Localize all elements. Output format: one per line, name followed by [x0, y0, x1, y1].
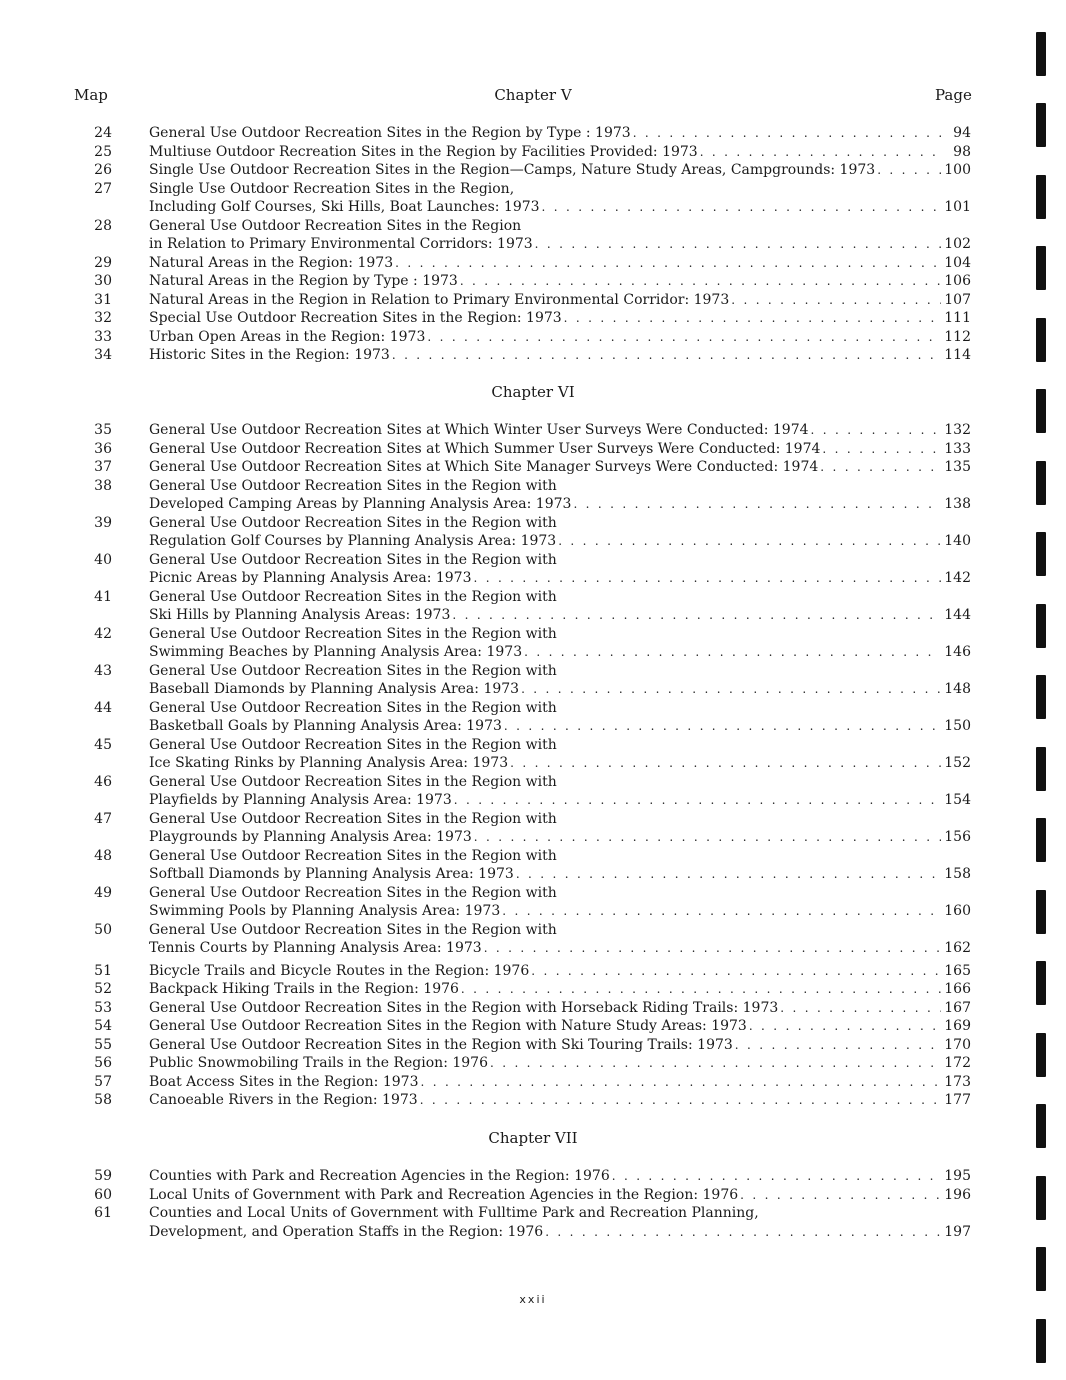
entry-title: Swimming Pools by Planning Analysis Area: 1973: [149, 903, 501, 919]
dot-leader: [488, 1054, 941, 1073]
scan-mark: [1036, 890, 1046, 934]
entry-title: General Use Outdoor Recreation Sites in the Region with: [149, 847, 557, 864]
toc-entry: [0, 1017, 1066, 1036]
dot-leader: [556, 532, 941, 551]
entry-line: [149, 962, 971, 981]
page-number-cell: 142: [944, 570, 971, 586]
entry-title: Playfields by Planning Analysis Area: 1973: [149, 792, 452, 808]
entry-line: [149, 791, 971, 810]
map-number: 39: [94, 514, 112, 531]
toc-entry: [0, 884, 1066, 921]
map-number: 40: [94, 551, 112, 568]
entry-title: Special Use Outdoor Recreation Sites in the Region: 1973: [149, 310, 562, 326]
chapter-vii-heading: Chapter VII: [488, 1129, 578, 1147]
scan-mark: [1036, 246, 1046, 290]
dot-leader: [733, 1036, 941, 1055]
entry-title: Basketball Goals by Planning Analysis Area: 1973: [149, 718, 502, 734]
toc-entry: [0, 346, 1066, 365]
entry-title: General Use Outdoor Recreation Sites at Which Site Manager Surveys Were Conducted: 1974: [149, 459, 819, 475]
toc-entry: [0, 272, 1066, 291]
entry-title: General Use Outdoor Recreation Sites in the Region with: [149, 625, 557, 642]
entry-line: [149, 921, 971, 940]
map-number: 61: [94, 1205, 112, 1221]
toc-entry: [0, 1036, 1066, 1055]
scan-mark: [1036, 675, 1046, 719]
dot-leader: [482, 939, 941, 958]
entry-title: Regulation Golf Courses by Planning Analysis Area: 1973: [149, 533, 557, 549]
entry-title: Playgrounds by Planning Analysis Area: 1973: [149, 829, 472, 845]
page-column-label: Page: [935, 86, 972, 104]
entry-title: General Use Outdoor Recreation Sites in the Region with: [149, 810, 557, 827]
map-number: 57: [94, 1073, 112, 1090]
dot-leader: [502, 717, 941, 736]
toc-entry: [0, 736, 1066, 773]
dot-leader: [459, 980, 941, 999]
entry-line: [149, 309, 971, 328]
entry-title: General Use Outdoor Recreation Sites in the Region with: [149, 514, 557, 531]
entry-line: [149, 643, 971, 662]
entry-line: [149, 1017, 971, 1036]
map-number: 36: [94, 440, 112, 457]
page-number-cell: 154: [944, 792, 971, 808]
dot-leader: [522, 643, 941, 662]
page-number-cell: 111: [944, 310, 971, 326]
toc-entry: [0, 999, 1066, 1018]
entry-line: [149, 717, 971, 736]
dot-leader: [425, 328, 941, 347]
entry-line: [149, 736, 971, 755]
map-number: 60: [94, 1186, 112, 1203]
dot-leader: [571, 495, 941, 514]
map-number: 49: [94, 884, 112, 901]
dot-leader: [820, 440, 941, 459]
entry-line: [149, 495, 971, 514]
page-number-cell: 173: [944, 1073, 971, 1090]
entry-line: [149, 810, 971, 829]
entry-title: Single Use Outdoor Recreation Sites in the Region—Camps, Nature Study Areas, Campgrounds: 1973: [149, 162, 876, 178]
dot-leader: [738, 1186, 941, 1205]
entry-title: General Use Outdoor Recreation Sites in the Region with Ski Touring Trails: 1973: [149, 1036, 733, 1053]
entry-title: General Use Outdoor Recreation Sites in the Region with: [149, 588, 557, 605]
entry-line: [149, 180, 971, 199]
dot-leader: [778, 999, 941, 1018]
entry-title: Development, and Operation Staffs in the Region: 1976: [149, 1223, 544, 1240]
map-number: 41: [94, 588, 112, 605]
map-number: 59: [94, 1168, 112, 1184]
entry-line: [149, 699, 971, 718]
dot-leader: [610, 1167, 941, 1186]
dot-leader: [540, 198, 941, 217]
toc-entry: [0, 1054, 1066, 1073]
entry-title: Urban Open Areas in the Region: 1973: [149, 328, 426, 345]
toc-entry: [0, 921, 1066, 958]
page-number-cell: 101: [944, 199, 971, 215]
page-number-cell: 138: [944, 496, 971, 512]
toc-entry: [0, 161, 1066, 180]
dot-leader: [500, 902, 941, 921]
dot-leader: [472, 569, 942, 588]
page-number-cell: 172: [944, 1055, 971, 1071]
map-number: 48: [94, 847, 112, 864]
entry-line: [149, 1167, 971, 1186]
entry-title: General Use Outdoor Recreation Sites in the Region with: [149, 699, 557, 716]
map-number: 33: [94, 328, 112, 345]
entry-title: Picnic Areas by Planning Analysis Area: 1973: [149, 570, 472, 586]
entry-line: [149, 198, 971, 217]
page-number-cell: 104: [944, 254, 971, 271]
dot-leader: [519, 680, 941, 699]
toc-entry: [0, 254, 1066, 273]
page-number-cell: 165: [944, 962, 971, 979]
entry-title: Developed Camping Areas by Planning Analysis Area: 1973: [149, 496, 572, 512]
dot-leader: [514, 865, 941, 884]
dot-leader: [393, 254, 941, 273]
scan-mark: [1036, 103, 1046, 147]
entry-line: [149, 606, 971, 625]
dot-leader: [631, 124, 941, 143]
page-number-cell: 167: [944, 999, 971, 1016]
dot-leader: [452, 791, 941, 810]
page-number-cell: 170: [944, 1036, 971, 1053]
page-number-cell: 156: [944, 829, 971, 845]
entry-title: Public Snowmobiling Trails in the Region: 1976: [149, 1055, 488, 1071]
entry-title: General Use Outdoor Recreation Sites at Which Summer User Surveys Were Conducted: 1974: [149, 440, 821, 457]
map-number: 37: [94, 459, 112, 475]
scan-mark: [1036, 1319, 1046, 1363]
scan-mark: [1036, 532, 1046, 576]
entry-title: in Relation to Primary Environmental Corridors: 1973: [149, 236, 533, 252]
entry-title: General Use Outdoor Recreation Sites in the Region with Horseback Riding Trails: 1973: [149, 999, 779, 1016]
toc-entry: [0, 328, 1066, 347]
entry-line: [149, 161, 971, 180]
page-number-cell: 196: [944, 1186, 971, 1203]
toc-entry: [0, 217, 1066, 254]
toc-entry: [0, 309, 1066, 328]
entry-line: [149, 902, 971, 921]
page-number-cell: 177: [944, 1092, 971, 1108]
entry-line: [149, 847, 971, 866]
toc-entry: [0, 514, 1066, 551]
entry-line: [149, 1186, 971, 1205]
dot-leader: [543, 1223, 941, 1242]
entry-line: [149, 680, 971, 699]
map-column-label: Map: [74, 86, 108, 104]
page-number-cell: 152: [944, 755, 971, 771]
map-number: 28: [94, 217, 112, 234]
chapter-v-heading: Chapter V: [494, 86, 572, 104]
page-number-cell: 169: [944, 1018, 971, 1034]
entry-title: Ski Hills by Planning Analysis Areas: 1973: [149, 607, 451, 623]
map-number: 30: [94, 273, 112, 289]
page-number-cell: 160: [944, 903, 971, 919]
entry-line: [149, 477, 971, 496]
entry-line: [149, 1036, 971, 1055]
toc-entry: [0, 291, 1066, 310]
entry-line: [149, 440, 971, 459]
chapter-vii-list: [0, 1167, 1066, 1241]
toc-entry: [0, 1167, 1066, 1186]
entry-line: [149, 514, 971, 533]
entry-title: Natural Areas in the Region: 1973: [149, 254, 394, 271]
entry-title: Counties with Park and Recreation Agencies in the Region: 1976: [149, 1168, 610, 1184]
page-number-cell: 98: [953, 143, 971, 160]
dot-leader: [450, 606, 941, 625]
entry-line: [149, 346, 971, 365]
entry-title: Natural Areas in the Region by Type : 1973: [149, 273, 458, 289]
dot-leader: [458, 272, 941, 291]
dot-leader: [818, 458, 941, 477]
entry-line: [149, 143, 971, 162]
entry-title: Local Units of Government with Park and Recreation Agencies in the Region: 1976: [149, 1186, 739, 1203]
toc-entry: [0, 773, 1066, 810]
page-number-cell: 166: [944, 981, 971, 997]
entry-line: [149, 625, 971, 644]
toc-entry: [0, 143, 1066, 162]
scan-mark: [1036, 32, 1046, 76]
scan-mark: [1036, 318, 1046, 362]
dot-leader: [472, 828, 941, 847]
toc-entry: [0, 440, 1066, 459]
entry-line: [149, 1223, 971, 1242]
map-number: 47: [94, 810, 112, 827]
page-number-cell: 114: [944, 347, 971, 363]
entry-line: [149, 754, 971, 773]
map-number: 51: [94, 962, 112, 979]
entry-line: [149, 999, 971, 1018]
entry-title: Tennis Courts by Planning Analysis Area: 1973: [149, 940, 482, 956]
toc-entry: [0, 458, 1066, 477]
page-number-cell: 158: [944, 866, 971, 882]
toc-entry: [0, 625, 1066, 662]
entry-line: [149, 773, 971, 792]
scan-mark: [1036, 818, 1046, 862]
toc-entry: [0, 810, 1066, 847]
entry-title: General Use Outdoor Recreation Sites in the Region: [149, 217, 522, 234]
entry-title: Bicycle Trails and Bicycle Routes in the Region: 1976: [149, 962, 530, 979]
toc-entry: [0, 180, 1066, 217]
entry-title: Natural Areas in the Region in Relation to Primary Environmental Corridor: 1973: [149, 291, 730, 308]
page-number-cell: 162: [944, 940, 971, 956]
entry-line: [149, 217, 971, 236]
page-number: xxii: [519, 1293, 547, 1306]
entry-title: Swimming Beaches by Planning Analysis Area: 1973: [149, 644, 523, 660]
entry-line: [149, 235, 971, 254]
dot-leader: [747, 1017, 941, 1036]
entry-line: [149, 1073, 971, 1092]
page-number-cell: 148: [944, 681, 971, 697]
entry-title: General Use Outdoor Recreation Sites at Which Winter User Surveys Were Conducted: 1974: [149, 422, 809, 438]
map-number: 44: [94, 699, 112, 716]
entry-title: Including Golf Courses, Ski Hills, Boat Launches: 1973: [149, 199, 540, 215]
entry-line: [149, 980, 971, 999]
dot-leader: [875, 161, 941, 180]
entry-line: [149, 272, 971, 291]
map-number: 25: [94, 143, 112, 160]
entry-title: Single Use Outdoor Recreation Sites in the Region,: [149, 180, 515, 197]
toc-entry: [0, 588, 1066, 625]
entry-title: Canoeable Rivers in the Region: 1973: [149, 1092, 418, 1108]
dot-leader: [418, 1091, 941, 1110]
page-number-cell: 132: [944, 422, 971, 438]
map-number: 52: [94, 981, 112, 997]
dot-leader: [418, 1073, 941, 1092]
page-number-cell: 146: [944, 644, 971, 660]
entry-line: [149, 328, 971, 347]
entry-line: [149, 532, 971, 551]
dot-leader: [508, 754, 941, 773]
map-number: 53: [94, 999, 112, 1016]
entry-title: General Use Outdoor Recreation Sites in the Region with: [149, 551, 557, 568]
dot-leader: [809, 421, 941, 440]
dot-leader: [698, 143, 941, 162]
entry-line: [149, 254, 971, 273]
entry-title: General Use Outdoor Recreation Sites in the Region with: [149, 921, 557, 938]
entry-title: General Use Outdoor Recreation Sites in the Region with: [149, 662, 557, 679]
scan-mark: [1036, 1033, 1046, 1077]
entry-title: Historic Sites in the Region: 1973: [149, 347, 390, 363]
chapter-vi-heading: Chapter VI: [491, 383, 575, 401]
page-number-cell: 150: [944, 718, 971, 734]
map-number: 35: [94, 422, 112, 438]
page-number-cell: 102: [944, 236, 971, 252]
page-number-cell: 140: [944, 533, 971, 549]
toc-entry: [0, 551, 1066, 588]
map-number: 50: [94, 921, 112, 938]
entry-title: Multiuse Outdoor Recreation Sites in the Region by Facilities Provided: 1973: [149, 143, 698, 160]
entry-line: [149, 1054, 971, 1073]
entry-title: General Use Outdoor Recreation Sites in the Region with Nature Study Areas: 1973: [149, 1018, 747, 1034]
toc-entry: [0, 124, 1066, 143]
entry-line: [149, 291, 971, 310]
map-number: 38: [94, 477, 112, 494]
entry-line: [149, 458, 971, 477]
scan-mark: [1036, 461, 1046, 505]
entry-title: Softball Diamonds by Planning Analysis Area: 1973: [149, 866, 514, 882]
page-number-cell: 144: [944, 607, 971, 623]
map-number: 26: [94, 162, 112, 178]
map-number: 55: [94, 1036, 112, 1053]
chapter-v-list: [0, 124, 1066, 365]
entry-title: Baseball Diamonds by Planning Analysis Area: 1973: [149, 681, 520, 697]
page-number-cell: 94: [953, 125, 971, 141]
scan-mark: [1036, 175, 1046, 219]
map-number: 46: [94, 773, 112, 790]
entry-title: Counties and Local Units of Government with Fulltime Park and Recreation Planning,: [149, 1205, 759, 1221]
toc-entry: [0, 962, 1066, 981]
toc-entry: [0, 421, 1066, 440]
toc-entry: [0, 980, 1066, 999]
entry-title: General Use Outdoor Recreation Sites in the Region with: [149, 884, 557, 901]
scan-mark: [1036, 389, 1046, 433]
entry-line: [149, 124, 971, 143]
page-number-cell: 112: [944, 328, 971, 345]
toc-entry: [0, 847, 1066, 884]
page-number-cell: 107: [944, 291, 971, 308]
entry-line: [149, 939, 971, 958]
entry-title: General Use Outdoor Recreation Sites in the Region by Type : 1973: [149, 125, 631, 141]
toc-entry: [0, 1091, 1066, 1110]
scan-mark: [1036, 1104, 1046, 1148]
dot-leader: [533, 235, 941, 254]
entry-line: [149, 865, 971, 884]
dot-leader: [562, 309, 941, 328]
scan-mark: [1036, 1247, 1046, 1291]
map-number: 29: [94, 254, 112, 271]
entry-title: Boat Access Sites in the Region: 1973: [149, 1073, 419, 1090]
entry-line: [149, 588, 971, 607]
page-number-cell: 106: [944, 273, 971, 289]
map-number: 34: [94, 347, 112, 363]
toc-entry: [0, 699, 1066, 736]
map-number: 24: [94, 125, 112, 141]
entry-line: [149, 421, 971, 440]
toc-entry: [0, 1204, 1066, 1241]
entry-line: [149, 828, 971, 847]
page-number-cell: 195: [944, 1168, 971, 1184]
entry-line: [149, 884, 971, 903]
map-number: 43: [94, 662, 112, 679]
chapter-vi-list: [0, 421, 1066, 1110]
scan-mark: [1036, 961, 1046, 1005]
toc-entry: [0, 477, 1066, 514]
entry-title: General Use Outdoor Recreation Sites in the Region with: [149, 477, 557, 494]
toc-entry: [0, 1073, 1066, 1092]
scan-mark: [1036, 747, 1046, 791]
dot-leader: [729, 291, 941, 310]
map-number: 54: [94, 1018, 112, 1034]
page-number-cell: 197: [944, 1223, 971, 1240]
scan-mark: [1036, 1176, 1046, 1220]
entry-line: [149, 1091, 971, 1110]
dot-leader: [529, 962, 941, 981]
toc-entry: [0, 1186, 1066, 1205]
entry-title: General Use Outdoor Recreation Sites in the Region with: [149, 773, 557, 790]
entry-line: [149, 1204, 971, 1223]
map-number: 56: [94, 1055, 112, 1071]
map-number: 31: [94, 291, 112, 308]
map-number: 58: [94, 1092, 112, 1108]
page-number-cell: 133: [944, 440, 971, 457]
entry-line: [149, 569, 971, 588]
page-number-cell: 100: [944, 162, 971, 178]
map-number: 27: [94, 180, 112, 197]
entry-line: [149, 551, 971, 570]
scan-mark: [1036, 604, 1046, 648]
map-number: 32: [94, 310, 112, 326]
dot-leader: [390, 346, 941, 365]
entry-title: Backpack Hiking Trails in the Region: 1976: [149, 981, 459, 997]
map-number: 42: [94, 625, 112, 642]
entry-title: General Use Outdoor Recreation Sites in the Region with: [149, 736, 557, 753]
entry-line: [149, 662, 971, 681]
entry-title: Ice Skating Rinks by Planning Analysis Area: 1973: [149, 755, 509, 771]
page-number-cell: 135: [944, 459, 971, 475]
toc-entry: [0, 662, 1066, 699]
map-number: 45: [94, 736, 112, 753]
